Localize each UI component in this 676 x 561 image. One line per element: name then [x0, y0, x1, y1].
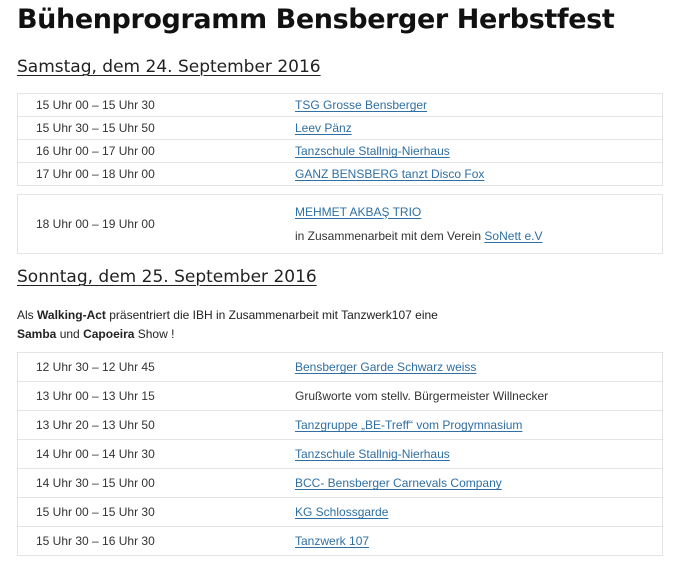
intro-text: Als [17, 308, 38, 322]
intro-text: Show ! [134, 327, 175, 341]
intro-text: präsentriert die IBH in Zusammenarbeit mit Tanzwerk107 eine [105, 308, 438, 322]
act-link[interactable]: Tanzschule Stallnig-Nierhaus [295, 144, 450, 158]
intro-bold-samba: Samba [17, 327, 57, 341]
saturday-heading: Samstag, dem 24. September 2016 [17, 57, 321, 77]
sunday-schedule-table [17, 352, 663, 556]
act-link-mehmet-akbas-trio[interactable]: MEHMET AKBAŞ TRIO [295, 205, 422, 219]
table-row [18, 527, 663, 556]
time-cell: 15 Uhr 30 – 15 Uhr 50 [18, 117, 296, 140]
sunday-intro [17, 306, 438, 344]
act-link[interactable]: Leev Pänz [295, 121, 352, 135]
time-cell: 16 Uhr 00 – 17 Uhr 00 [18, 140, 296, 163]
intro-bold-capoeira: Capoeira [83, 327, 135, 341]
table-row [18, 440, 663, 469]
table-row [18, 498, 663, 527]
intro-text: und [56, 327, 84, 341]
saturday-special-table [17, 194, 663, 254]
act-text-greeting: Grußworte vom stellv. Bürgermeister Willnecker [295, 389, 549, 403]
time-cell: 18 Uhr 00 – 19 Uhr 00 [18, 195, 296, 254]
table-row [18, 94, 663, 117]
sunday-heading: Sonntag, dem 25. September 2016 [17, 267, 317, 287]
table-row [18, 140, 663, 163]
time-cell: 15 Uhr 00 – 15 Uhr 30 [18, 94, 296, 117]
table-row [18, 163, 663, 186]
sonett-link[interactable]: SoNett e.V [484, 229, 543, 243]
time-cell: 12 Uhr 30 – 12 Uhr 45 [18, 353, 296, 382]
act-link[interactable]: Tanzwerk 107 [295, 534, 370, 548]
table-row [18, 382, 663, 411]
act-link[interactable]: TSG Grosse Bensberger [295, 98, 428, 112]
act-link[interactable]: Bensberger Garde Schwarz weiss [295, 360, 477, 374]
time-cell: 15 Uhr 30 – 16 Uhr 30 [18, 527, 296, 556]
act-link[interactable]: GANZ BENSBERG tanzt Disco Fox [295, 167, 485, 181]
intro-bold-walking-act: Walking-Act [37, 308, 106, 322]
time-cell: 14 Uhr 00 – 14 Uhr 30 [18, 440, 296, 469]
table-row [18, 195, 663, 254]
time-cell: 15 Uhr 00 – 15 Uhr 30 [18, 498, 296, 527]
saturday-schedule-table [17, 93, 663, 186]
page-title: Bühenprogramm Bensberger Herbstfest [17, 4, 615, 35]
time-cell: 13 Uhr 20 – 13 Uhr 50 [18, 411, 296, 440]
time-cell: 14 Uhr 30 – 15 Uhr 00 [18, 469, 296, 498]
table-row [18, 411, 663, 440]
table-row [18, 353, 663, 382]
act-link[interactable]: KG Schlossgarde [295, 505, 389, 519]
act-link[interactable]: Tanzschule Stallnig-Nierhaus [295, 447, 450, 461]
cooperation-note: in Zusammenarbeit mit dem Verein [295, 229, 485, 243]
act-link[interactable]: Tanzgruppe „BE-Treff“ vom Progymnasium [295, 418, 523, 432]
act-link[interactable]: BCC- Bensberger Carnevals Company [295, 476, 502, 490]
table-row [18, 469, 663, 498]
table-row [18, 117, 663, 140]
time-cell: 13 Uhr 00 – 13 Uhr 15 [18, 382, 296, 411]
time-cell: 17 Uhr 00 – 18 Uhr 00 [18, 163, 296, 186]
